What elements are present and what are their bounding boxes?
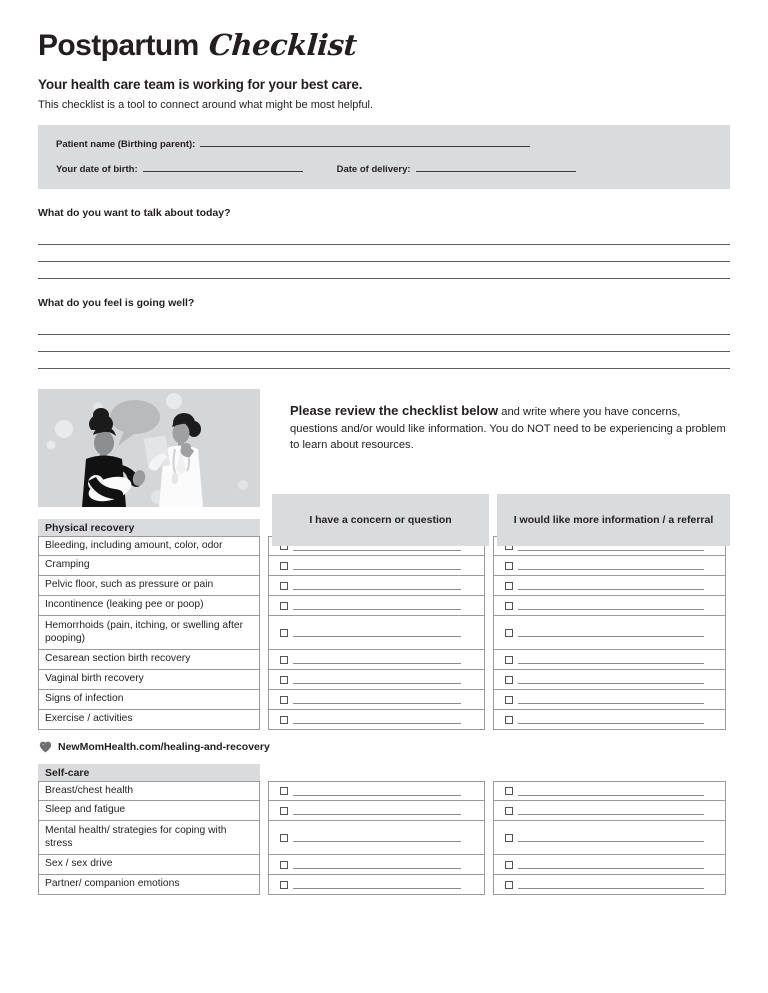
table-row (38, 801, 730, 821)
page-intro-text: This checklist is a tool to connect around what might be most helpful. (38, 99, 374, 111)
instructions-paragraph (290, 401, 730, 454)
checkbox-concern[interactable] (280, 787, 288, 795)
cell-concern[interactable] (268, 801, 485, 821)
write-in-line[interactable] (38, 262, 730, 279)
column-gap (485, 596, 493, 616)
cell-information[interactable] (493, 710, 726, 730)
row-label: Partner/ companion emotions (38, 875, 260, 895)
table-row (38, 576, 730, 596)
column-gap (485, 616, 493, 650)
cell-concern[interactable] (268, 556, 485, 576)
table-row (38, 781, 730, 801)
open-question-write-in-area[interactable] (38, 228, 730, 279)
write-in-line-information[interactable] (518, 601, 704, 610)
row-label: Breast/chest health (38, 781, 260, 801)
checkbox-information[interactable] (505, 629, 513, 637)
write-in-line-concern[interactable] (293, 833, 461, 842)
resource-link-text[interactable]: NewMomHealth.com/healing-and-recovery (58, 741, 270, 753)
column-gap (260, 616, 268, 650)
column-gap (485, 650, 493, 670)
section-title-physical-recovery: Physical recovery (38, 519, 260, 536)
checkbox-concern[interactable] (280, 602, 288, 610)
checkbox-concern[interactable] (280, 629, 288, 637)
checkbox-concern[interactable] (280, 807, 288, 815)
section-physical-recovery (38, 519, 730, 730)
title-main-text: Postpartum (38, 29, 199, 62)
column-gap (260, 710, 268, 730)
column-gap (485, 801, 493, 821)
checklist-column-headers (272, 494, 730, 546)
column-gap (260, 650, 268, 670)
write-in-line[interactable] (38, 228, 730, 245)
row-label: Vaginal birth recovery (38, 670, 260, 690)
column-gap (260, 556, 268, 576)
cell-information[interactable] (493, 690, 726, 710)
write-in-line-concern[interactable] (293, 581, 461, 590)
cell-concern[interactable] (268, 855, 485, 875)
cell-concern[interactable] (268, 875, 485, 895)
row-label: Exercise / activities (38, 710, 260, 730)
column-gap (485, 781, 493, 801)
checkbox-information[interactable] (505, 861, 513, 869)
column-gap (485, 556, 493, 576)
open-question-going-well (38, 297, 730, 369)
checklist-instructions (290, 389, 730, 454)
patient-name-row (56, 138, 712, 150)
checkbox-concern[interactable] (280, 562, 288, 570)
instructions-rest: and write where you have concerns, questions and/or would like information. You do NOT need to be experiencing a problem to learn about resources. (290, 406, 726, 452)
write-in-line-information[interactable] (518, 628, 704, 637)
parent-and-provider-illustration (38, 389, 260, 507)
open-question-talk-about (38, 207, 730, 279)
column-header-concern: I have a concern or question (272, 494, 489, 546)
write-in-line-information[interactable] (518, 787, 704, 796)
open-question-label: What do you feel is going well? (38, 297, 195, 309)
open-question-write-in-area[interactable] (38, 318, 730, 369)
write-in-line-information[interactable] (518, 695, 704, 704)
patient-name-label: Patient name (Birthing parent): (56, 139, 196, 150)
write-in-line-concern[interactable] (293, 628, 461, 637)
checkbox-concern[interactable] (280, 656, 288, 664)
write-in-line-information[interactable] (518, 675, 704, 684)
checkbox-concern[interactable] (280, 696, 288, 704)
table-row (38, 670, 730, 690)
row-label: Hemorrhoids (pain, itching, or swelling after pooping) (38, 616, 260, 650)
checkbox-concern[interactable] (280, 881, 288, 889)
write-in-line[interactable] (38, 245, 730, 262)
heart-icon (39, 741, 52, 753)
instructions-emphasis: Please review the checklist below (290, 403, 499, 418)
section-rows-physical-recovery (38, 536, 730, 730)
patient-name-input[interactable] (200, 138, 530, 147)
title-script-text: Checklist (207, 28, 358, 62)
checkbox-information[interactable] (505, 881, 513, 889)
date-of-birth-input[interactable] (143, 163, 303, 172)
cell-concern[interactable] (268, 821, 485, 855)
checkbox-information[interactable] (505, 582, 513, 590)
table-row (38, 875, 730, 895)
row-label: Bleeding, including amount, color, odor (38, 536, 260, 556)
table-row (38, 556, 730, 576)
cell-concern[interactable] (268, 616, 485, 650)
write-in-line-concern[interactable] (293, 715, 461, 724)
cell-information[interactable] (493, 855, 726, 875)
column-gap (485, 710, 493, 730)
write-in-line-concern[interactable] (293, 561, 461, 570)
row-label: Incontinence (leaking pee or poop) (38, 596, 260, 616)
cell-concern[interactable] (268, 690, 485, 710)
patient-info-band (38, 125, 730, 189)
checkbox-concern[interactable] (280, 676, 288, 684)
section-rows-self-care (38, 781, 730, 895)
patient-dates-row (56, 163, 712, 175)
cell-concern[interactable] (268, 781, 485, 801)
checkbox-information[interactable] (505, 676, 513, 684)
column-gap (485, 690, 493, 710)
resource-link[interactable] (38, 741, 730, 753)
date-of-delivery-input[interactable] (416, 163, 576, 172)
write-in-line[interactable] (38, 352, 730, 369)
checkbox-concern[interactable] (280, 716, 288, 724)
page-title (38, 0, 730, 63)
write-in-line-concern[interactable] (293, 860, 461, 869)
column-gap (260, 670, 268, 690)
column-gap (260, 536, 268, 556)
open-question-label: What do you want to talk about today? (38, 207, 231, 219)
column-gap (485, 576, 493, 596)
column-gap (485, 821, 493, 855)
checkbox-information[interactable] (505, 656, 513, 664)
write-in-line-information[interactable] (518, 806, 704, 815)
cell-information[interactable] (493, 616, 726, 650)
column-gap (260, 821, 268, 855)
column-gap (485, 670, 493, 690)
column-gap (485, 875, 493, 895)
table-row (38, 650, 730, 670)
checkbox-information[interactable] (505, 787, 513, 795)
cell-concern[interactable] (268, 670, 485, 690)
row-label: Signs of infection (38, 690, 260, 710)
write-in-line-concern[interactable] (293, 806, 461, 815)
cell-concern[interactable] (268, 710, 485, 730)
write-in-line-information[interactable] (518, 860, 704, 869)
write-in-line-concern[interactable] (293, 655, 461, 664)
cell-information[interactable] (493, 821, 726, 855)
write-in-line-information[interactable] (518, 655, 704, 664)
column-gap (260, 801, 268, 821)
table-row (38, 690, 730, 710)
column-header-information: I would like more information / a referral (497, 494, 730, 546)
section-self-care (38, 764, 730, 895)
cell-information[interactable] (493, 801, 726, 821)
illustration-and-instructions (38, 389, 730, 507)
write-in-line-information[interactable] (518, 833, 704, 842)
table-row (38, 855, 730, 875)
write-in-line-concern[interactable] (293, 787, 461, 796)
column-gap (260, 855, 268, 875)
write-in-line-concern[interactable] (293, 601, 461, 610)
checkbox-information[interactable] (505, 602, 513, 610)
page-subtitle: Your health care team is working for your best care. (38, 77, 363, 92)
date-of-delivery-label: Date of delivery: (336, 164, 411, 175)
row-label: Sleep and fatigue (38, 801, 260, 821)
row-label: Sex / sex drive (38, 855, 260, 875)
write-in-line-information[interactable] (518, 715, 704, 724)
checkbox-information[interactable] (505, 716, 513, 724)
row-label: Cramping (38, 556, 260, 576)
column-gap (260, 781, 268, 801)
checkbox-concern[interactable] (280, 834, 288, 842)
checkbox-information[interactable] (505, 807, 513, 815)
table-row (38, 821, 730, 855)
write-in-line-information[interactable] (518, 581, 704, 590)
column-gap (485, 855, 493, 875)
table-row (38, 596, 730, 616)
write-in-line[interactable] (38, 335, 730, 352)
cell-concern[interactable] (268, 576, 485, 596)
row-label: Cesarean section birth recovery (38, 650, 260, 670)
row-label: Pelvic floor, such as pressure or pain (38, 576, 260, 596)
write-in-line-concern[interactable] (293, 695, 461, 704)
cell-information[interactable] (493, 781, 726, 801)
checkbox-information[interactable] (505, 834, 513, 842)
cell-information[interactable] (493, 576, 726, 596)
write-in-line-information[interactable] (518, 561, 704, 570)
cell-information[interactable] (493, 875, 726, 895)
column-gap (260, 576, 268, 596)
section-title-self-care: Self-care (38, 764, 260, 781)
column-gap (260, 596, 268, 616)
write-in-line[interactable] (38, 318, 730, 335)
checkbox-information[interactable] (505, 696, 513, 704)
cell-information[interactable] (493, 650, 726, 670)
write-in-line-concern[interactable] (293, 675, 461, 684)
date-of-birth-label: Your date of birth: (56, 164, 138, 175)
column-gap (260, 875, 268, 895)
checkbox-information[interactable] (505, 562, 513, 570)
table-row (38, 710, 730, 730)
cell-information[interactable] (493, 596, 726, 616)
checkbox-concern[interactable] (280, 582, 288, 590)
checkbox-concern[interactable] (280, 861, 288, 869)
write-in-line-concern[interactable] (293, 880, 461, 889)
cell-concern[interactable] (268, 650, 485, 670)
cell-information[interactable] (493, 556, 726, 576)
column-gap (260, 690, 268, 710)
write-in-line-information[interactable] (518, 880, 704, 889)
table-row (38, 616, 730, 650)
cell-information[interactable] (493, 670, 726, 690)
row-label: Mental health/ strategies for coping with stress (38, 821, 260, 855)
cell-concern[interactable] (268, 596, 485, 616)
